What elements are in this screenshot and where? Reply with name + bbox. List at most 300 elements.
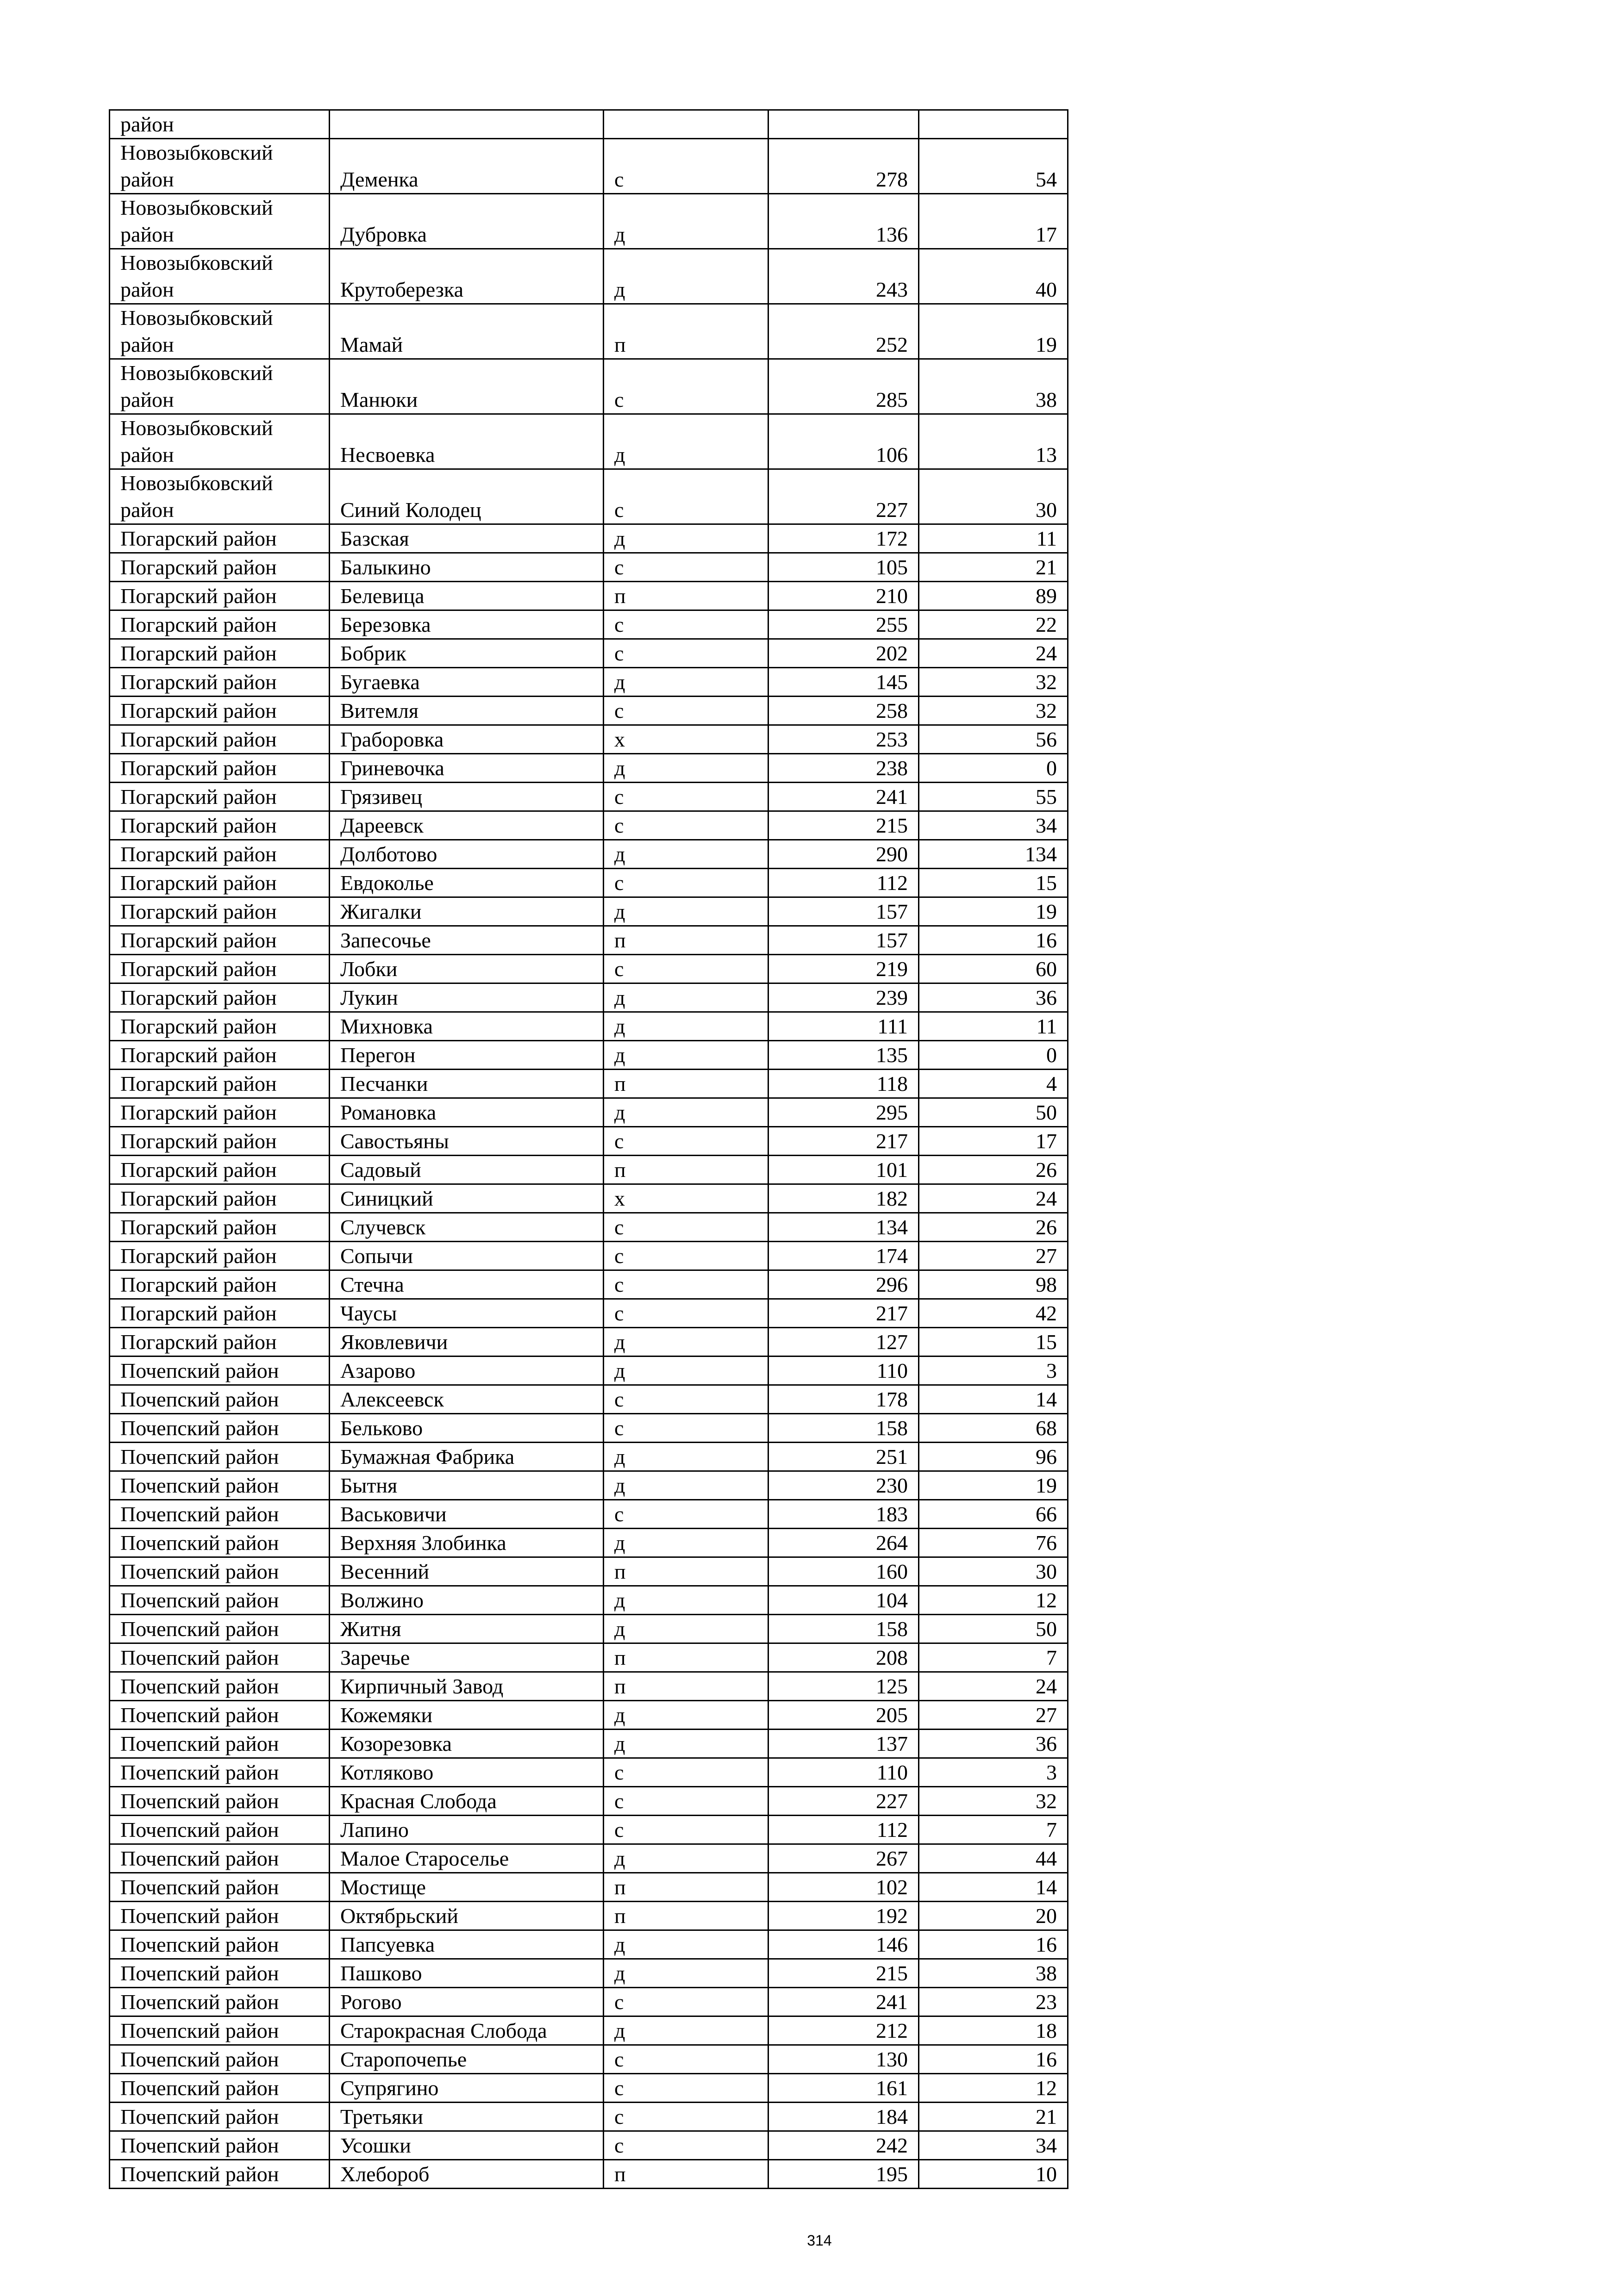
table-row [110, 2103, 1068, 2131]
type-cell: д [604, 414, 768, 469]
value1-cell: 227 [768, 469, 919, 524]
value2-cell: 15 [919, 1328, 1068, 1356]
settlement-cell: Песчанки [330, 1070, 604, 1098]
settlement-cell: Рогово [330, 1988, 604, 2016]
value2-cell [919, 110, 1068, 139]
settlement-cell: Жигалки [330, 897, 604, 926]
table-row [110, 1385, 1068, 1414]
type-cell: п [604, 1672, 768, 1701]
value1-cell: 145 [768, 668, 919, 697]
type-cell: д [604, 983, 768, 1012]
district-cell: Почепский район [110, 1672, 330, 1701]
settlement-cell: Стечна [330, 1270, 604, 1299]
type-cell: с [604, 1270, 768, 1299]
value1-cell: 174 [768, 1242, 919, 1270]
type-cell: с [604, 1414, 768, 1443]
type-cell: п [604, 1557, 768, 1586]
value2-cell: 15 [919, 869, 1068, 897]
table-row [110, 1643, 1068, 1672]
value1-cell: 158 [768, 1615, 919, 1643]
value1-cell: 104 [768, 1586, 919, 1615]
table-row [110, 840, 1068, 869]
value2-cell: 19 [919, 897, 1068, 926]
value1-cell: 111 [768, 1012, 919, 1041]
value1-cell: 136 [768, 194, 919, 249]
settlement-cell: Дареевск [330, 811, 604, 840]
value2-cell: 22 [919, 610, 1068, 639]
value1-cell: 182 [768, 1184, 919, 1213]
table-row [110, 1730, 1068, 1758]
table-row [110, 897, 1068, 926]
value2-cell: 134 [919, 840, 1068, 869]
value1-cell: 264 [768, 1529, 919, 1557]
type-cell: д [604, 668, 768, 697]
type-cell: д [604, 1730, 768, 1758]
settlement-cell: Витемля [330, 697, 604, 725]
district-cell: Погарский район [110, 1098, 330, 1127]
value2-cell: 14 [919, 1385, 1068, 1414]
value2-cell: 10 [919, 2160, 1068, 2189]
type-cell: с [604, 869, 768, 897]
table-row [110, 811, 1068, 840]
value1-cell: 208 [768, 1643, 919, 1672]
value1-cell: 290 [768, 840, 919, 869]
table-row [110, 783, 1068, 811]
district-cell: Погарский район [110, 725, 330, 754]
district-cell: Почепский район [110, 1443, 330, 1471]
value2-cell: 32 [919, 1787, 1068, 1816]
type-cell: д [604, 840, 768, 869]
table-row [110, 1988, 1068, 2016]
value1-cell: 195 [768, 2160, 919, 2189]
settlement-cell: Случевск [330, 1213, 604, 1242]
value2-cell: 24 [919, 639, 1068, 668]
table-row [110, 1012, 1068, 1041]
settlement-cell: Савостьяны [330, 1127, 604, 1156]
type-cell: с [604, 2103, 768, 2131]
type-cell: д [604, 1098, 768, 1127]
table-row [110, 2131, 1068, 2160]
table-row [110, 1213, 1068, 1242]
settlement-cell: Азарово [330, 1356, 604, 1385]
district-cell: Новозыбковский район [110, 304, 330, 359]
table-row [110, 1529, 1068, 1557]
value1-cell: 252 [768, 304, 919, 359]
type-cell: с [604, 1385, 768, 1414]
value1-cell: 227 [768, 1787, 919, 1816]
district-cell: Погарский район [110, 1270, 330, 1299]
district-cell: Почепский район [110, 1902, 330, 1930]
value1-cell: 258 [768, 697, 919, 725]
settlement-cell: Котляково [330, 1758, 604, 1787]
type-cell: с [604, 1242, 768, 1270]
table-row [110, 1844, 1068, 1873]
value2-cell: 27 [919, 1701, 1068, 1730]
value2-cell: 4 [919, 1070, 1068, 1098]
value1-cell: 267 [768, 1844, 919, 1873]
district-cell: Погарский район [110, 1328, 330, 1356]
table-row [110, 1930, 1068, 1959]
type-cell: д [604, 1930, 768, 1959]
district-cell: Погарский район [110, 668, 330, 697]
settlements-table [109, 109, 1068, 2189]
value2-cell: 0 [919, 1041, 1068, 1070]
settlement-cell: Синицкий [330, 1184, 604, 1213]
value2-cell: 16 [919, 926, 1068, 955]
district-cell: Почепский район [110, 1959, 330, 1988]
table-row [110, 414, 1068, 469]
table-row [110, 1070, 1068, 1098]
type-cell: п [604, 926, 768, 955]
district-cell: Почепский район [110, 1586, 330, 1615]
value1-cell: 125 [768, 1672, 919, 1701]
value2-cell: 12 [919, 1586, 1068, 1615]
value1-cell: 184 [768, 2103, 919, 2131]
value1-cell: 135 [768, 1041, 919, 1070]
value1-cell: 105 [768, 553, 919, 582]
value2-cell: 0 [919, 754, 1068, 783]
settlement-cell: Октябрьский [330, 1902, 604, 1930]
type-cell: п [604, 1643, 768, 1672]
district-cell: Погарский район [110, 1184, 330, 1213]
value2-cell: 98 [919, 1270, 1068, 1299]
value2-cell: 20 [919, 1902, 1068, 1930]
type-cell: д [604, 1615, 768, 1643]
district-cell: Почепский район [110, 2160, 330, 2189]
table-row [110, 725, 1068, 754]
value1-cell: 112 [768, 869, 919, 897]
settlement-cell: Мамай [330, 304, 604, 359]
type-cell: с [604, 1299, 768, 1328]
settlement-cell: Долботово [330, 840, 604, 869]
value2-cell: 18 [919, 2016, 1068, 2045]
district-cell: Погарский район [110, 783, 330, 811]
value1-cell: 202 [768, 639, 919, 668]
table-row [110, 1098, 1068, 1127]
type-cell: с [604, 955, 768, 983]
value1-cell: 205 [768, 1701, 919, 1730]
value1-cell: 217 [768, 1127, 919, 1156]
district-cell: Погарский район [110, 897, 330, 926]
type-cell: с [604, 697, 768, 725]
table-row [110, 2016, 1068, 2045]
district-cell: Погарский район [110, 926, 330, 955]
settlement-cell: Папсуевка [330, 1930, 604, 1959]
district-cell: Погарский район [110, 1127, 330, 1156]
value2-cell: 26 [919, 1156, 1068, 1184]
table-row [110, 553, 1068, 582]
table-row [110, 1586, 1068, 1615]
table-row [110, 1902, 1068, 1930]
settlement-cell: Манюки [330, 359, 604, 414]
type-cell: д [604, 897, 768, 926]
table-row [110, 1758, 1068, 1787]
settlement-cell: Весенний [330, 1557, 604, 1586]
type-cell: д [604, 2016, 768, 2045]
table-row [110, 1615, 1068, 1643]
value1-cell: 101 [768, 1156, 919, 1184]
value2-cell: 36 [919, 1730, 1068, 1758]
district-cell: Почепский район [110, 2016, 330, 2045]
value2-cell: 32 [919, 668, 1068, 697]
settlement-cell: Заречье [330, 1643, 604, 1672]
table-row [110, 668, 1068, 697]
value2-cell: 16 [919, 2045, 1068, 2074]
district-cell: Почепский район [110, 1787, 330, 1816]
value1-cell: 161 [768, 2074, 919, 2103]
value2-cell: 3 [919, 1356, 1068, 1385]
settlement-cell: Евдоколье [330, 869, 604, 897]
table-row [110, 469, 1068, 524]
table-row [110, 697, 1068, 725]
value1-cell: 160 [768, 1557, 919, 1586]
district-cell: Погарский район [110, 955, 330, 983]
table-row [110, 1328, 1068, 1356]
settlement-cell: Михновка [330, 1012, 604, 1041]
value1-cell: 255 [768, 610, 919, 639]
value2-cell: 56 [919, 725, 1068, 754]
value1-cell: 253 [768, 725, 919, 754]
settlement-cell: Красная Слобода [330, 1787, 604, 1816]
table-row [110, 1959, 1068, 1988]
district-cell: Погарский район [110, 1041, 330, 1070]
settlement-cell: Пашково [330, 1959, 604, 1988]
settlement-cell: Малое Староселье [330, 1844, 604, 1873]
value2-cell: 16 [919, 1930, 1068, 1959]
table-row [110, 524, 1068, 553]
table-row [110, 194, 1068, 249]
type-cell: д [604, 1586, 768, 1615]
type-cell: с [604, 1500, 768, 1529]
value1-cell: 146 [768, 1930, 919, 1959]
settlement-cell: Синий Колодец [330, 469, 604, 524]
table-row [110, 1041, 1068, 1070]
table-row [110, 1443, 1068, 1471]
district-cell: Погарский район [110, 1299, 330, 1328]
settlement-cell: Балыкино [330, 553, 604, 582]
value1-cell: 178 [768, 1385, 919, 1414]
district-cell: Почепский район [110, 1701, 330, 1730]
type-cell: с [604, 2045, 768, 2074]
value2-cell: 89 [919, 582, 1068, 610]
value2-cell: 17 [919, 194, 1068, 249]
value2-cell: 11 [919, 524, 1068, 553]
district-cell: Погарский район [110, 811, 330, 840]
value1-cell: 241 [768, 783, 919, 811]
value2-cell: 38 [919, 1959, 1068, 1988]
district-cell: Погарский район [110, 553, 330, 582]
settlement-cell: Несвоевка [330, 414, 604, 469]
value1-cell: 118 [768, 1070, 919, 1098]
table-row [110, 1356, 1068, 1385]
value2-cell: 3 [919, 1758, 1068, 1787]
district-cell: Погарский район [110, 869, 330, 897]
type-cell: с [604, 1127, 768, 1156]
value1-cell: 243 [768, 249, 919, 304]
district-cell: Погарский район [110, 1213, 330, 1242]
district-cell: Погарский район [110, 582, 330, 610]
district-cell: Новозыбковский район [110, 469, 330, 524]
table-row [110, 754, 1068, 783]
district-cell: Новозыбковский район [110, 414, 330, 469]
value2-cell: 24 [919, 1184, 1068, 1213]
type-cell: с [604, 359, 768, 414]
district-cell: Почепский район [110, 1557, 330, 1586]
table-row [110, 110, 1068, 139]
settlement-cell: Грязивец [330, 783, 604, 811]
settlement-cell: Житня [330, 1615, 604, 1643]
value1-cell: 127 [768, 1328, 919, 1356]
table-row [110, 1299, 1068, 1328]
value1-cell: 110 [768, 1356, 919, 1385]
district-cell: Погарский район [110, 1012, 330, 1041]
type-cell: с [604, 1816, 768, 1844]
value1-cell: 110 [768, 1758, 919, 1787]
value2-cell: 76 [919, 1529, 1068, 1557]
settlement-cell: Яковлевичи [330, 1328, 604, 1356]
district-cell: Почепский район [110, 1730, 330, 1758]
district-cell: Почепский район [110, 2131, 330, 2160]
type-cell [604, 110, 768, 139]
settlement-cell: Старопочепье [330, 2045, 604, 2074]
type-cell: д [604, 1529, 768, 1557]
type-cell: д [604, 1012, 768, 1041]
value1-cell: 251 [768, 1443, 919, 1471]
district-cell: Почепский район [110, 1385, 330, 1414]
value1-cell: 238 [768, 754, 919, 783]
settlement-cell: Сопычи [330, 1242, 604, 1270]
type-cell: с [604, 783, 768, 811]
table-row [110, 610, 1068, 639]
settlement-cell: Бобрик [330, 639, 604, 668]
district-cell: Почепский район [110, 1500, 330, 1529]
value2-cell: 30 [919, 1557, 1068, 1586]
district-cell: Почепский район [110, 1930, 330, 1959]
value1-cell: 137 [768, 1730, 919, 1758]
settlement-cell: Лобки [330, 955, 604, 983]
value1-cell: 285 [768, 359, 919, 414]
value1-cell: 157 [768, 926, 919, 955]
type-cell: п [604, 2160, 768, 2189]
district-cell: Почепский район [110, 2045, 330, 2074]
page-number: 314 [807, 2232, 832, 2249]
settlement-cell: Васьковичи [330, 1500, 604, 1529]
type-cell: д [604, 1443, 768, 1471]
type-cell: д [604, 1328, 768, 1356]
value2-cell: 44 [919, 1844, 1068, 1873]
type-cell: п [604, 1902, 768, 1930]
district-cell: Почепский район [110, 1356, 330, 1385]
district-cell: Почепский район [110, 1758, 330, 1787]
settlement-cell: Лукин [330, 983, 604, 1012]
district-cell: Погарский район [110, 610, 330, 639]
type-cell: п [604, 582, 768, 610]
value2-cell: 30 [919, 469, 1068, 524]
table-row [110, 1156, 1068, 1184]
district-cell: Почепский район [110, 1873, 330, 1902]
district-cell: Новозыбковский район [110, 359, 330, 414]
settlement-cell: Лапино [330, 1816, 604, 1844]
table-row [110, 869, 1068, 897]
type-cell: д [604, 1844, 768, 1873]
value2-cell: 12 [919, 2074, 1068, 2103]
table-row [110, 1500, 1068, 1529]
value1-cell: 212 [768, 2016, 919, 2045]
type-cell: д [604, 1356, 768, 1385]
settlement-cell: Кирпичный Завод [330, 1672, 604, 1701]
district-cell: Погарский район [110, 1156, 330, 1184]
table-row [110, 249, 1068, 304]
table-row [110, 983, 1068, 1012]
value1-cell: 102 [768, 1873, 919, 1902]
table-row [110, 304, 1068, 359]
type-cell: с [604, 811, 768, 840]
settlement-cell: Граборовка [330, 725, 604, 754]
value1-cell: 192 [768, 1902, 919, 1930]
table-row [110, 1787, 1068, 1816]
type-cell: п [604, 1070, 768, 1098]
type-cell: п [604, 1156, 768, 1184]
type-cell: д [604, 1471, 768, 1500]
settlement-cell: Волжино [330, 1586, 604, 1615]
value2-cell: 32 [919, 697, 1068, 725]
value1-cell: 242 [768, 2131, 919, 2160]
type-cell: с [604, 2131, 768, 2160]
district-cell: Новозыбковский район [110, 249, 330, 304]
type-cell: с [604, 1758, 768, 1787]
table-row [110, 1557, 1068, 1586]
value2-cell: 19 [919, 304, 1068, 359]
value2-cell: 13 [919, 414, 1068, 469]
district-cell: Погарский район [110, 983, 330, 1012]
value1-cell: 217 [768, 1299, 919, 1328]
value2-cell: 50 [919, 1615, 1068, 1643]
type-cell: с [604, 610, 768, 639]
table-row [110, 1242, 1068, 1270]
table-row [110, 955, 1068, 983]
value2-cell: 7 [919, 1643, 1068, 1672]
table-row [110, 926, 1068, 955]
value2-cell: 96 [919, 1443, 1068, 1471]
value1-cell: 157 [768, 897, 919, 926]
type-cell: с [604, 469, 768, 524]
table-row [110, 1816, 1068, 1844]
settlement-cell: Крутоберезка [330, 249, 604, 304]
table-row [110, 359, 1068, 414]
table-row [110, 1701, 1068, 1730]
district-cell: Почепский район [110, 1471, 330, 1500]
value1-cell: 183 [768, 1500, 919, 1529]
settlement-cell: Хлебороб [330, 2160, 604, 2189]
value1-cell: 130 [768, 2045, 919, 2074]
district-cell: Погарский район [110, 840, 330, 869]
district-cell: Почепский район [110, 2103, 330, 2131]
value2-cell: 11 [919, 1012, 1068, 1041]
settlement-cell: Чаусы [330, 1299, 604, 1328]
district-cell: район [110, 110, 330, 139]
table-row [110, 1270, 1068, 1299]
settlement-cell: Садовый [330, 1156, 604, 1184]
value2-cell: 21 [919, 553, 1068, 582]
value2-cell: 38 [919, 359, 1068, 414]
table-row [110, 582, 1068, 610]
district-cell: Погарский район [110, 1242, 330, 1270]
settlement-cell: Запесочье [330, 926, 604, 955]
table-row [110, 139, 1068, 194]
settlement-cell: Белевица [330, 582, 604, 610]
district-cell: Почепский район [110, 1844, 330, 1873]
district-cell: Погарский район [110, 524, 330, 553]
